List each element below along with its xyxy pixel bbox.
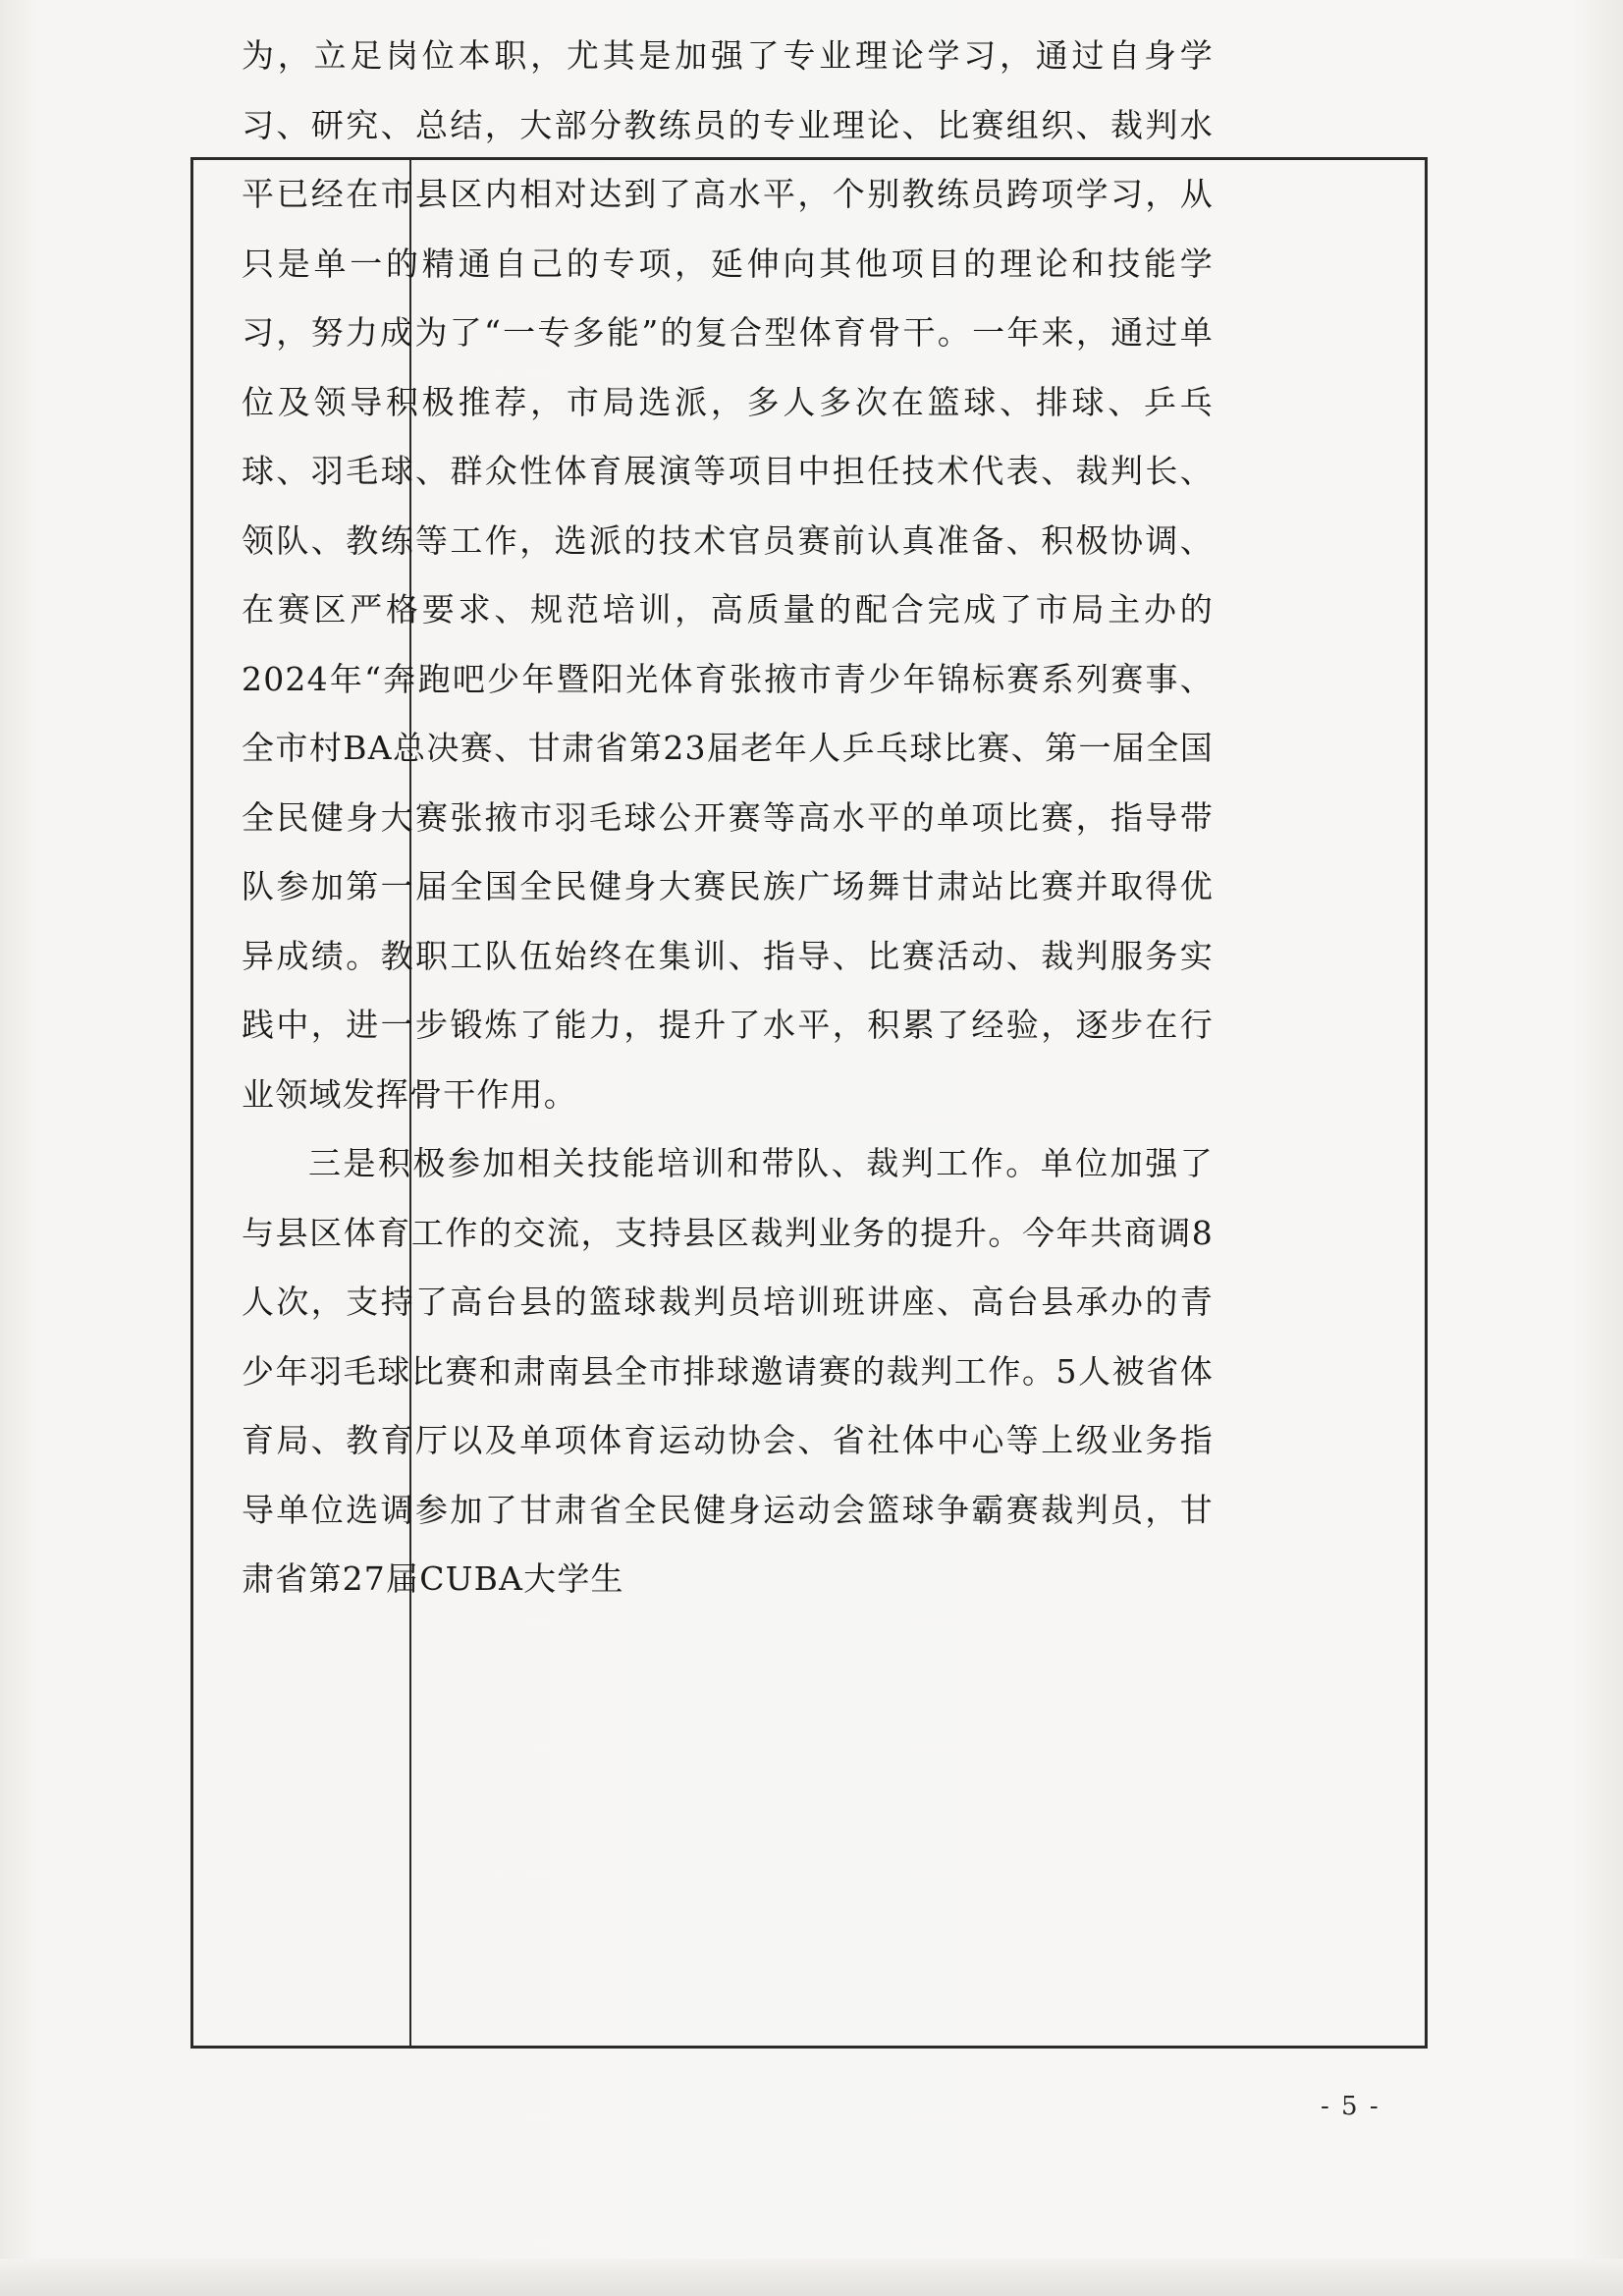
form-content-cell [242, 22, 1214, 1614]
paragraph-continuation: 为，立足岗位本职，尤其是加强了专业理论学习，通过自身学习、研究、总结，大部分教练员的专业理论、比赛组织、裁判水平已经在市县区内相对达到了高水平，个别教练员跨项学习，从只是单一的精通自己的专项，延伸向其他项目的理论和技能学习，努力成为了“一专多能”的复合型体育骨干。一年来，通过单位及领导积极推荐，市局选派，多人多次在篮球、排球、乒乓球、羽毛球、群众性体育展演等项目中担任技术代表、裁判长、领队、教练等工作，选派的技术官员赛前认真准备、积极协调、在赛区严格要求、规范培训，高质量的配合完成了市局主办的2024年“奔跑吧少年暨阳光体育张掖市青少年锦标赛系列赛事、全市村BA总决赛、甘肃省第23届老年人乒乓球比赛、第一届全国全民健身大赛张掖市羽毛球公开赛等高水平的单项比赛，指导带队参加第一届全国全民健身大赛民族广场舞甘肃站比赛并取得优异成绩。教职工队伍始终在集训、指导、比赛活动、裁判服务实践中，进一步锻炼了能力，提升了水平，积累了经验，逐步在行业领域发挥骨干作用。 [242, 36, 1214, 1114]
scan-bottom-shadow [0, 2259, 1623, 2296]
paragraph-point-three: 三是积极参加相关技能培训和带队、裁判工作。单位加强了与县区体育工作的交流，支持县区裁判业务的提升。今年共商调8人次，支持了高台县的篮球裁判员培训班讲座、高台县承办的青少年羽毛球比赛和肃南县全市排球邀请赛的裁判工作。5人被省体育局、教育厅以及单项体育运动协会、省社体中心等上级业务指导单位选调参加了甘肃省全民健身运动会篮球争霸赛裁判员，甘肃省第27届CUBA大学生 [242, 1144, 1214, 1598]
page-number: - 5 - [1321, 2092, 1380, 2121]
